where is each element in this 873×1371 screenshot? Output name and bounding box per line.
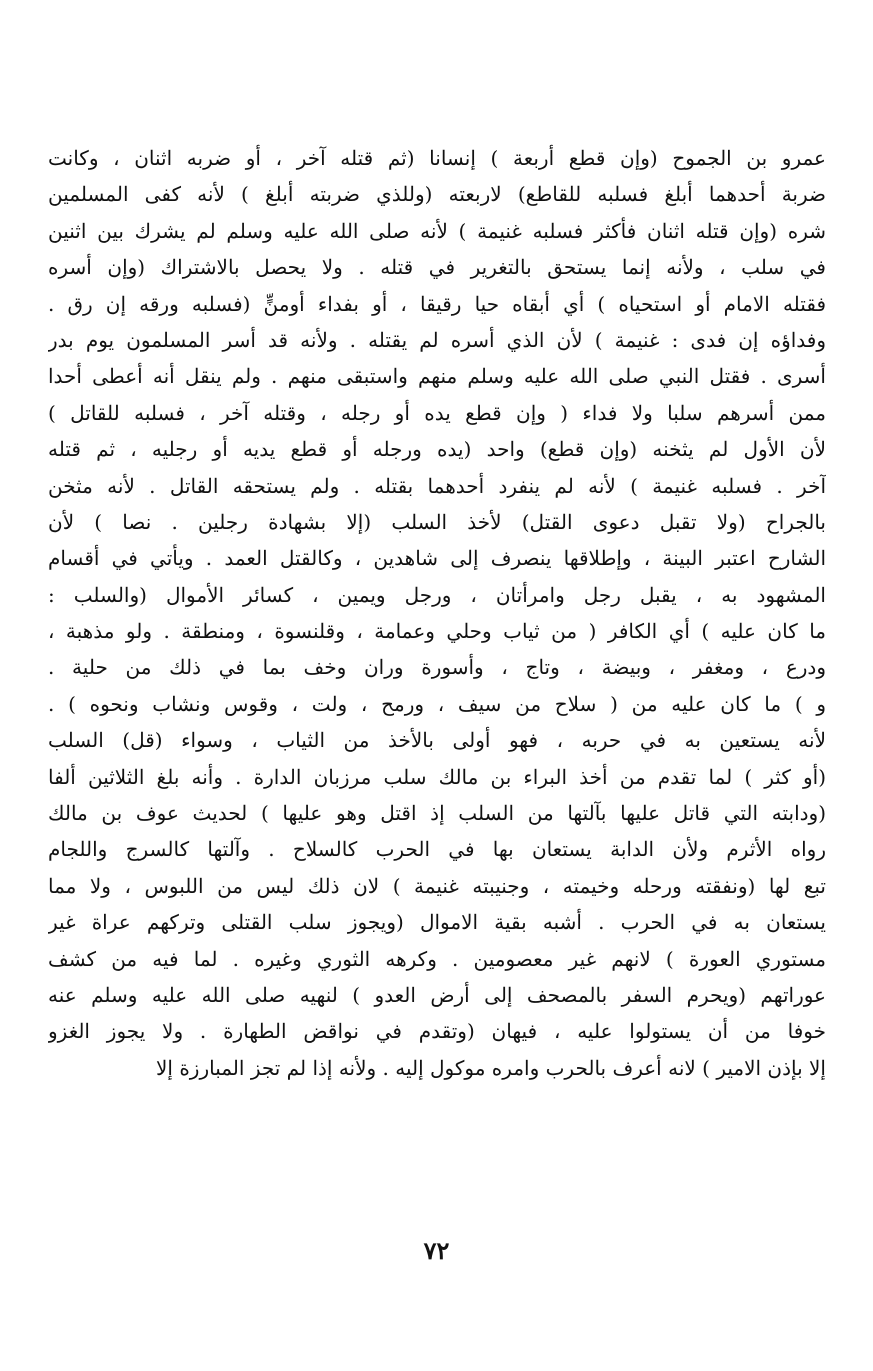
text-line-16: و ) ما كان عليه من ( سلاح من سيف ، ورمح ، ولت ، وقوس ونشاب ونحوه ) . (48, 691, 826, 716)
text-line-13: المشهود به ، يقبل رجل وامرأتان ، ورجل ويمين ، كسائر الأموال (والسلب : (48, 582, 826, 607)
text-line-12: الشارح اعتبر البينة ، وإطلاقها ينصرف إلى شاهدين ، وكالقتل العمد . ويأتي في أقسام (48, 546, 826, 571)
text-line-3: شره (وإن قتله اثنان فأكثر فسلبه غنيمة ) لأنه صلى الله عليه وسلم لم يشرك بين اثنين (48, 218, 826, 243)
text-line-24: عوراتهم (ويحرم السفر بالمصحف إلى أرض العدو ) لنهيه صلى الله عليه وسلم عنه (48, 982, 826, 1007)
text-line-7: أسرى . فقتل النبي صلى الله عليه وسلم منهم واستبقى منهم . ولم ينقل أنه أعطى أحدا (48, 364, 826, 389)
text-line-19: (ودابته التي قاتل عليها بآلتها من السلب إذ اقتل وهو عليها ) لحديث عوف بن مالك (48, 801, 826, 826)
text-line-8: ممن أسرهم سلبا ولا فداء ( وإن قطع يده أو رجله ، وقتله آخر ، فسلبه للقاتل ) (48, 400, 826, 425)
page-number: ٧٢ (423, 1236, 450, 1265)
text-line-17: لأنه يستعين به في حربه ، فهو أولى بالأخذ من الثياب ، وسواء (قل) السلب (48, 728, 826, 753)
text-line-15: ودرع ، ومغفر ، وبيضة ، وتاج ، وأسورة وران وخف بما في ذلك من حلية . (48, 655, 826, 680)
text-line-22: يستعان به في الحرب . أشبه بقية الاموال (ويجوز سلب القتلى وتركهم عراة غير (48, 910, 826, 935)
text-line-18: (أو كثر ) لما تقدم من أخذ البراء بن مالك سلب مرزبان الدارة . وأنه بلغ الثلاثين ألفا (48, 764, 826, 789)
text-line-1: عمرو بن الجموح (وإن قطع أربعة ) إنسانا (ثم قتله آخر ، أو ضربه اثنان ، وكانت (48, 146, 826, 170)
text-line-21: تبع لها (ونفقته ورحله وخيمته ، وجنيبته غنيمة ) لان ذلك ليس من اللبوس ، ولا مما (48, 873, 826, 898)
body-text (48, 140, 826, 1086)
text-line-11: بالجراح (ولا تقبل دعوى القتل) لأخذ السلب (إلا بشهادة رجلين . نصا ) لأن (48, 509, 826, 534)
text-line-2: ضربة أحدهما أبلغ فسلبه للقاطع) لاربعته (وللذي ضربته أبلغ ) لأنه كفى المسلمين (48, 182, 826, 207)
text-line-26: إلا بإذن الامير ) لانه أعرف بالحرب وامره موكول إليه . ولأنه إذا لم تجز المبارزة إلا (156, 1055, 826, 1080)
text-line-6: وفداؤه إن فدى : غنيمة ) لأن الذي أسره لم يقتله . ولأنه قد أسر المسلمون يوم بدر (48, 327, 826, 352)
text-line-20: رواه الأثرم ولأن الدابة يستعان بها في الحرب كالسلاح . وآلتها كالسرج واللجام (48, 837, 826, 862)
text-line-14: ما كان عليه ) أي الكافر ( من ثياب وحلي وعمامة ، وقلنسوة ، ومنطقة . ولو مذهبة ، (48, 619, 826, 644)
text-line-23: مستوري العورة ) لانهم غير معصومين . وكرهه الثوري وغيره . لما فيه من كشف (48, 946, 826, 971)
text-line-4: في سلب ، ولأنه إنما يستحق بالتغرير في قتله . ولا يحصل بالاشتراك (وإن أسره (48, 255, 826, 280)
text-line-25: خوفا من أن يستولوا عليه ، فيهان (وتقدم في نواقض الطهارة . ولا يجوز الغزو (48, 1019, 826, 1044)
text-line-5: فقتله الامام أو استحياه ) أي أبقاه حيا رقيقا ، أو بفداء أومنٍّ (فسلبه ورقه إن رق . (48, 291, 826, 316)
text-line-10: آخر . فسلبه غنيمة ) لأنه لم ينفرد أحدهما بقتله . ولم يستحقه القاتل . لأنه مثخن (48, 473, 826, 498)
text-line-9: لأن الأول لم يثخنه (وإن قطع) واحد (يده ورجله أو قطع يديه أو رجليه ، ثم قتله (48, 437, 826, 462)
